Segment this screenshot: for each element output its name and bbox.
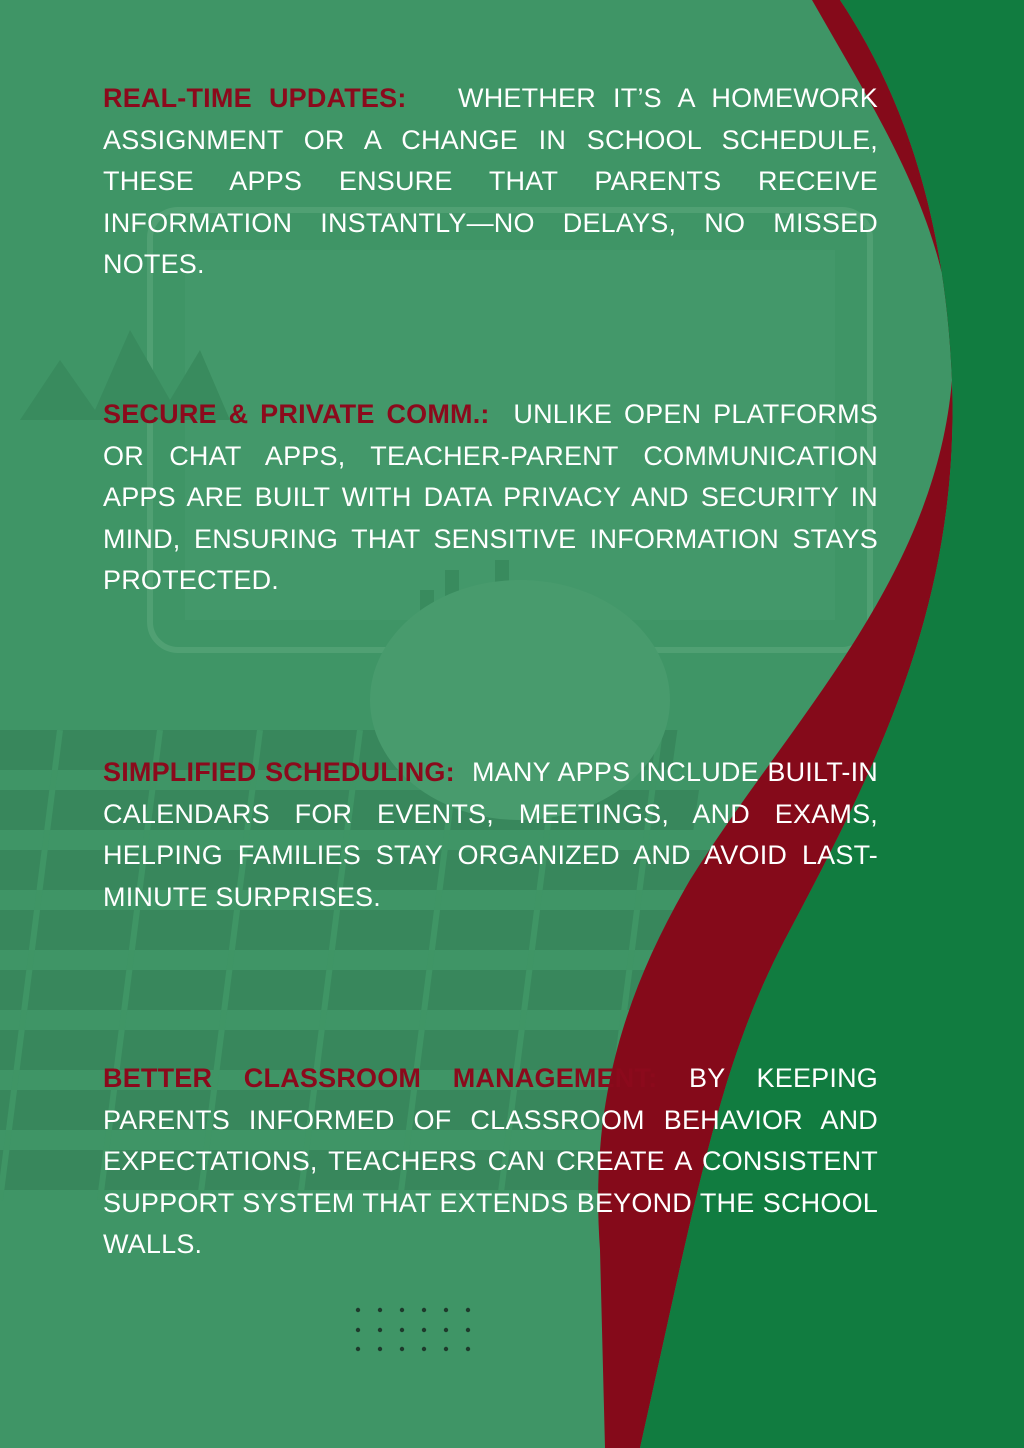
section-heading: BETTER CLASSROOM MANAGEMENT: [103, 1063, 658, 1093]
section-body: BY KEEPING PARENTS INFORMED OF CLASSROOM BEHAVIOR AND EXPECTATIONS, TEACHERS CAN CREATE A CONSISTENT SUPPORT SYSTEM THAT EXTENDS BEYOND THE SCHOOL WALLS. [103, 1063, 878, 1259]
section-heading: SECURE & PRIVATE COMM.: [103, 399, 490, 429]
section-body: UNLIKE OPEN PLATFORMS OR CHAT APPS, TEACHER-PARENT COMMUNICATION APPS ARE BUILT WITH DATA PRIVACY AND SECURITY IN MIND, ENSURING THAT SENSITIVE INFORMATION STAYS PROTECTED. [103, 399, 878, 595]
section-better-classroom-management [103, 1058, 878, 1266]
section-real-time-updates [103, 78, 878, 286]
section-simplified-scheduling [103, 752, 878, 918]
section-body: WHETHER IT’S A HOMEWORK ASSIGNMENT OR A CHANGE IN SCHOOL SCHEDULE, THESE APPS ENSURE THAT PARENTS RECEIVE INFORMATION INSTANTLY—NO DELAYS, NO MISSED NOTES. [103, 83, 878, 279]
section-body: MANY APPS INCLUDE BUILT-IN CALENDARS FOR EVENTS, MEETINGS, AND EXAMS, HELPING FAMILIES STAY ORGANIZED AND AVOID LAST-MINUTE SURPRISES. [103, 757, 879, 912]
section-secure-private-comm [103, 394, 878, 602]
section-heading: SIMPLIFIED SCHEDULING: [103, 757, 455, 787]
section-heading: REAL-TIME UPDATES: [103, 83, 407, 113]
dot-grid-icon [355, 1306, 475, 1354]
